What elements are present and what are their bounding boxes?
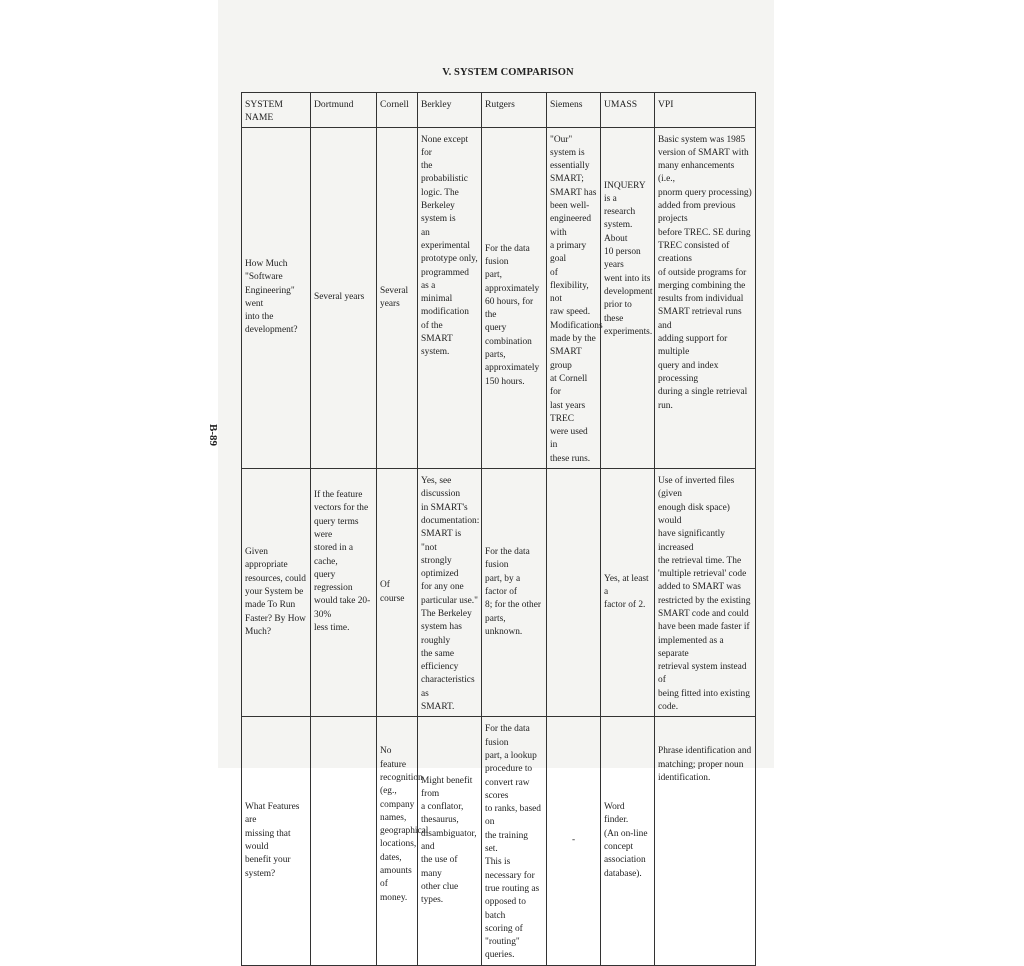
cell-berkley: Might benefit from a conflator, thesaurus, disambiguator, and the use of many other clue types. (418, 717, 482, 965)
cell-rutgers: For the data fusion part, by a factor of 8; for the other parts, unknown. (482, 469, 547, 717)
header-vpi: VPI (655, 93, 756, 128)
question-missing-features: What Features are missing that would benefit your system? (242, 717, 311, 965)
header-dortmund: Dortmund (311, 93, 377, 128)
cell-umass: Yes, at least a factor of 2. (601, 469, 655, 717)
cell-vpi: Basic system was 1985 version of SMART with many enhancements (i.e., pnorm query processing) added from previous projects before TREC. SE during TREC consisted of creations of outside programs for merging combining the results from individual SMART retrieval runs and adding support for multiple query and index processing during a single retrieval run. (655, 127, 756, 468)
header-row (242, 93, 756, 128)
cell-vpi: Use of inverted files (given enough disk space) would have significantly increased the retrieval time. The 'multiple retrieval' code added to SMART was restricted by the existing SMART code and could have been made faster if implemented as a separate retrieval system instead of being fitted into existing code. (655, 469, 756, 717)
header-rutgers: Rutgers (482, 93, 547, 128)
table-row (242, 469, 756, 717)
cell-berkley: Yes, see discussion in SMART's documentation: SMART is "not strongly optimized for any one particular use." The Berkeley system has roughly the same efficiency characteristics as SMART. (418, 469, 482, 717)
cell-rutgers: For the data fusion part, approximately 60 hours, for the query combination parts, approximately 150 hours. (482, 127, 547, 468)
page-code: B-89 (207, 424, 219, 446)
cell-cornell: Of course (377, 469, 418, 717)
page-title: V. SYSTEM COMPARISON (442, 67, 574, 78)
header-system-name: SYSTEM NAME (242, 93, 311, 128)
header-berkley: Berkley (418, 93, 482, 128)
cell-vpi: Phrase identification and matching; proper noun identification. (655, 717, 756, 965)
cell-berkley: None except for the probabilistic logic. The Berkeley system is an experimental prototype only, programmed as a minimal modification of the SMART system. (418, 127, 482, 468)
header-siemens: Siemens (547, 93, 601, 128)
cell-siemens: - (547, 717, 601, 965)
question-software-engineering: How Much "Software Engineering" went into the development? (242, 127, 311, 468)
cell-siemens: "Our" system is essentially SMART; SMART has been well- engineered with a primary goal of flexibility, not raw speed. Modifications made by the SMART group at Cornell for last years TREC were used in these runs. (547, 127, 601, 468)
table-row (242, 717, 756, 965)
cell-dortmund: If the feature vectors for the query terms were stored in a cache, query regression would take 20-30% less time. (311, 469, 377, 717)
question-run-faster: Given appropriate resources, could your System be made To Run Faster? By How Much? (242, 469, 311, 717)
table-row (242, 127, 756, 468)
cell-rutgers: For the data fusion part, a lookup procedure to convert raw scores to ranks, based on the training set. This is necessary for true routing as opposed to batch scoring of "routing" queries. (482, 717, 547, 965)
cell-umass: INQUERY is a research system. About 10 person years went into its development prior to these experiments. (601, 127, 655, 468)
cell-cornell: No feature recognition (eg., company names, geographical locations, dates, amounts of money. (377, 717, 418, 965)
cell-dortmund (311, 717, 377, 965)
header-cornell: Cornell (377, 93, 418, 128)
cell-umass: Word finder. (An on-line concept association database). (601, 717, 655, 965)
cell-siemens (547, 469, 601, 717)
header-umass: UMASS (601, 93, 655, 128)
cell-dortmund: Several years (311, 127, 377, 468)
comparison-table (241, 92, 756, 966)
cell-cornell: Several years (377, 127, 418, 468)
